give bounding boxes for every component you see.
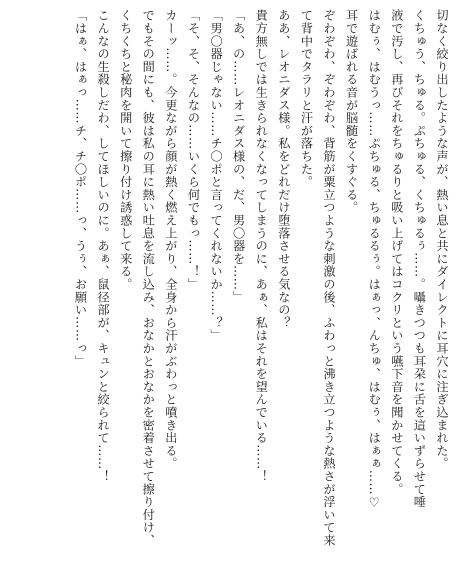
text-line: くちくちと秘肉を開いて擦り付け誘惑して来る。	[118, 9, 133, 291]
text-line: 液で汚し、再びそれをちゅるりと吸い上げてはコクリという嚥下音を聞かせてくる。	[389, 9, 404, 496]
text-line: 切なく絞り出したような声が、熱い息と共にダイレクトに耳穴に注ぎ込まれた。	[435, 9, 449, 470]
dialogue-line: 「あ、の……レオニダス様の、だ、男〇器を……」	[231, 9, 246, 304]
text-line: こんなの生殺しだわ、してほしいのに。あぁ、鼠径部が、キュンと絞られて……！	[96, 9, 111, 483]
dialogue-line: 「男〇器じゃない……チ〇ポと言ってくれないか……？」	[209, 9, 224, 342]
text-line: て背中でタラリと汗が落ちた。	[299, 9, 314, 189]
text-line: 耳で遊ばれる音が脳髄をくすぐる。	[344, 9, 359, 214]
text-line: くちゅう、ちゅる。ぷちゅる、くちゅるぅ……。囁きつつも耳朶に舌を這いずらせて唾	[412, 9, 427, 509]
text-line: ぞわぞわ、ぞわぞわ、背筋が粟立つような刺激の後、ふわっと沸き立つような熱さが浮いて来	[322, 9, 337, 547]
text-line: でもその間にも、彼は私の耳に熱い吐息を流し込み、おなかとおなかを密着させて擦り付け、	[141, 9, 156, 547]
text-line: ああ、レオニダス様。私をどれだけ堕落させる気なの？	[276, 9, 291, 329]
dialogue-line: 「はぁ、はぁっ……チ、チ〇ポ……っ、うぅ、お願い……っ」	[73, 9, 88, 368]
text-line: 貴方無しでは生きられなくなってしまうのに、あぁ、私はそれを望んでいる……！	[254, 9, 269, 483]
text-line: カーッ……。今更ながら顔が熱く燃え上がり、全身から汗がぶわっと噴き出る。	[163, 9, 178, 470]
text-line: はむぅ、はむうっ……ぷちゅる、ちゅるるぅ。はぁっ、んちゅ、はむぅ、はぁぁ……♡	[367, 9, 382, 510]
dialogue-line: 「そ、そ、そんなの……いくら何でもっ……！」	[186, 9, 201, 291]
